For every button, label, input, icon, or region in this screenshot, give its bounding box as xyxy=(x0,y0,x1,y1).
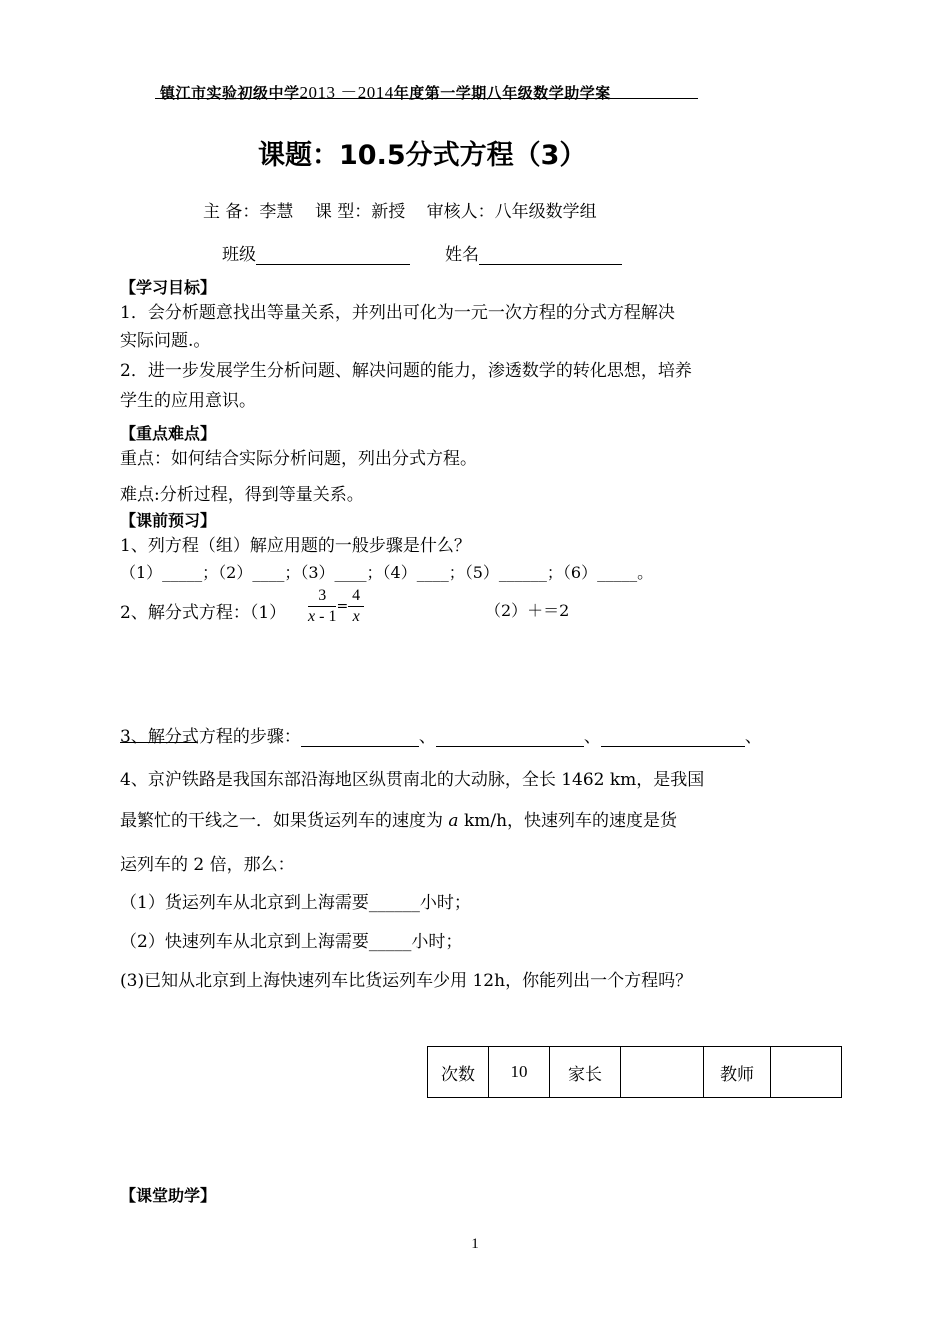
classroom-heading: 【课堂助学】 xyxy=(120,1186,217,1205)
info-line xyxy=(203,197,613,222)
fraction-left xyxy=(308,586,336,627)
header-rule xyxy=(155,98,698,99)
goal-1-line-2: 实际问题.。 xyxy=(120,331,211,351)
class-blank xyxy=(256,246,410,265)
preview-heading: 【课前预习】 xyxy=(120,511,217,530)
question-4-line-2 xyxy=(120,806,677,831)
step-blank-1 xyxy=(301,728,419,747)
name-label: 姓名 xyxy=(445,245,479,265)
question-3 xyxy=(120,722,762,747)
fraction-equation xyxy=(308,586,364,627)
table-row xyxy=(428,1047,842,1098)
name-field xyxy=(445,240,622,265)
separator: 、 xyxy=(418,727,436,747)
question-3-label: 3、解分式方程的步骤： xyxy=(120,727,301,747)
step-blank-4 xyxy=(120,742,196,743)
count-label: 次数 xyxy=(428,1047,489,1098)
fraction-right-denominator: x xyxy=(352,608,360,625)
preparer: 主 备：李慧 xyxy=(203,202,294,222)
question-1: 1、列方程（组）解应用题的一般步骤是什么？ xyxy=(120,536,471,556)
fraction-right xyxy=(348,586,364,627)
document-header xyxy=(160,78,611,103)
step-blank-2 xyxy=(436,728,584,747)
goal-2-line-2: 学生的应用意识。 xyxy=(120,391,256,411)
page-number: 1 xyxy=(471,1236,479,1252)
var-a: a xyxy=(448,811,459,831)
page-title: 课题：10.5分式方程（3） xyxy=(258,140,587,171)
count-value: 10 xyxy=(489,1047,550,1098)
fraction-right-numerator: 4 xyxy=(348,586,364,607)
class-field xyxy=(222,240,410,265)
key-heading: 【重点难点】 xyxy=(120,424,217,443)
equals-sign: = xyxy=(336,598,349,615)
question-4-sub-1: （1）货运列车从北京到上海需要______小时； xyxy=(120,893,471,913)
difficulty-text: 难点:分析过程，得到等量关系。 xyxy=(120,485,364,505)
score-table xyxy=(427,1046,842,1098)
class-label: 班级 xyxy=(222,245,256,265)
school-years: 2013 －2014 xyxy=(299,83,394,102)
var-x: x xyxy=(308,608,316,625)
goal-1-line-1: 1．会分析题意找出等量关系，并列出可化为一元一次方程的分式方程解决 xyxy=(120,303,675,323)
question-1-steps: （1）_____；（2）____；（3）____；（4）____；（5）______；（6）_____。 xyxy=(120,563,654,582)
goals-heading: 【学习目标】 xyxy=(120,278,217,297)
header-suffix: 年度第一学期八年级数学助学案 xyxy=(393,84,611,102)
fraction-left-numerator: 3 xyxy=(308,586,336,607)
question-4-sub-3: (3)已知从北京到上海快速列车比货运列车少用 12h，你能列出一个方程吗？ xyxy=(120,971,693,991)
q4-text-b: km/h，快速列车的速度是货 xyxy=(458,811,678,831)
goal-2-line-1: 2．进一步发展学生分析问题、解决问题的能力，渗透数学的转化思想，培养 xyxy=(120,361,692,381)
focus-text: 重点：如何结合实际分析问题，列出分式方程。 xyxy=(120,449,477,469)
reviewer: 审核人：八年级数学组 xyxy=(426,202,597,222)
fraction-left-denominator xyxy=(308,607,336,627)
q4-text-a: 最繁忙的干线之一．如果货运列车的速度为 xyxy=(120,811,449,831)
school-name: 镇江市实验初级中学 xyxy=(160,84,300,102)
teacher-label: 教师 xyxy=(704,1047,771,1098)
separator: 、 xyxy=(583,727,601,747)
parent-signature-cell[interactable] xyxy=(621,1047,704,1098)
question-4-line-3: 运列车的 2 倍，那么： xyxy=(120,855,295,875)
step-blank-3 xyxy=(601,728,745,747)
question-4-sub-2: （2）快速列车从北京到上海需要_____小时； xyxy=(120,932,463,952)
lesson-type: 课 型：新授 xyxy=(314,202,406,222)
question-4-line-1: 4、京沪铁路是我国东部沿海地区纵贯南北的大动脉，全长 1462 km，是我国 xyxy=(120,770,705,790)
parent-label: 家长 xyxy=(550,1047,621,1098)
minus-one: - 1 xyxy=(315,608,337,625)
question-2-label: 2、解分式方程：（1） xyxy=(120,603,287,623)
separator: 、 xyxy=(744,727,762,747)
teacher-signature-cell[interactable] xyxy=(771,1047,842,1098)
question-2-part-2: （2）＋＝2 xyxy=(485,601,570,620)
name-blank xyxy=(479,246,622,265)
